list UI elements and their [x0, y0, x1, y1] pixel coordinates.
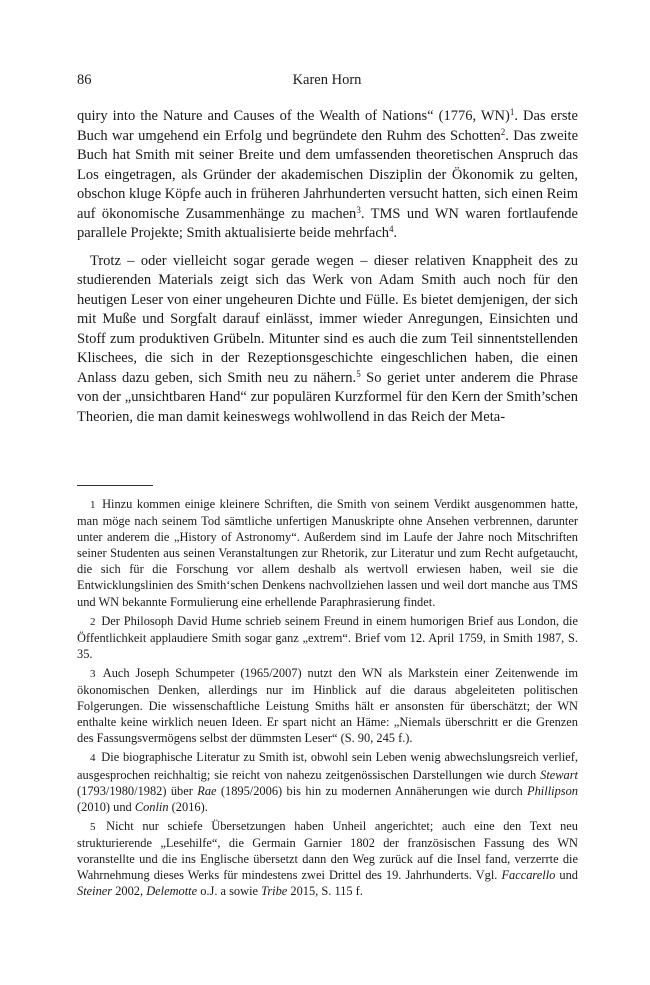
text-run: o.J. a sowie — [197, 884, 262, 899]
footnote-reference: 3 — [356, 204, 361, 215]
footnote-number: 3 — [90, 667, 96, 680]
text-run: (1895/2006) bis hin zu modernen Annäherungen wie durch — [216, 783, 528, 798]
footnote-reference: 4 — [389, 224, 394, 234]
text-run: Auch Joseph Schumpeter (1965/2007) nutzt den WN als Markstein einer Zeitenwende im ökonomischen Denken, allerdings nur im Hinblick auf die daraus abgeleiteten politischen Folgerungen. Die wissenschaftliche Leistung Smiths hält er ansonsten für überschätzt; der WN enthalte keine wirklich neuen Ideen. Er spart nicht an Häme: „Niemals überschritt er die Grenzen des Fassungsvermögens selbst der dümmsten Leser“ (S. 90, 245 f.). — [77, 665, 579, 746]
footnote — [77, 749, 578, 814]
footnote-reference: 5 — [356, 368, 361, 379]
footnote-number: 4 — [90, 752, 96, 765]
footnote-number: 2 — [90, 615, 96, 628]
footnote-separator — [77, 485, 153, 486]
text-run: (2010) und — [77, 799, 135, 814]
text-run: (1793/1980/1982) über — [77, 783, 198, 798]
footnote — [77, 818, 578, 899]
text-run: So geriet unter anderem die Phrase von der „unsichtbaren Hand“ zur populären Kurzformel für den Kern der Smith’schen Theorien, die man damit keineswegs wohlwollend in das Reich der Meta- — [77, 369, 578, 425]
italic-author-name: Tribe — [261, 884, 288, 899]
footnote — [77, 496, 578, 610]
italic-author-name: Steiner — [77, 884, 113, 899]
italic-author-name: Faccarello — [501, 868, 556, 883]
text-run: Nicht nur schiefe Übersetzungen haben Unheil angerichtet; auch eine den Text neu strukturierende „Lesehilfe“, die Germain Garnier 1802 der französischen Fassung des WN voranstellte und die ins Englische übersetzt dann den Weg zurück auf die Insel fand, verzerrte die Wahrnehmung dieses Werks für mindestens zwei Drittel des 19. Jahrhunderts. Vgl. — [77, 818, 578, 883]
footnote-reference: 2 — [500, 126, 506, 137]
text-run: 2002, — [112, 884, 147, 899]
text-run: Der Philosoph David Hume schrieb seinem Freund in einem humorigen Brief aus London, die Öffentlichkeit applaudiere Smith sogar ganz „extrem“. Brief vom 12. April 1759, in Smith 1987, S. 35. — [77, 613, 578, 661]
italic-author-name: Phillipson — [527, 783, 578, 798]
italic-author-name: Rae — [197, 783, 217, 798]
page-number: 86 — [77, 72, 92, 88]
text-run: . Das zweite Buch hat Smith mit seiner Breite und dem umfassenden theoretischen Anspruch das Los eingetragen, als Gründer der akademischen Disziplin der Ökonomik zu gelten, obschon kluge Köpfe auch in früheren Jahrhunderten versucht hatten, sich einen Reim auf ökonomische Zusammenhänge zu machen — [77, 127, 579, 222]
text-run: . Das erste Buch war umgehend ein Erfolg und begründete den Ruhm des Schotten — [77, 108, 578, 144]
text-run: Die biographische Literatur zu Smith ist, obwohl sein Leben wenig abwechslungsreich verlief, ausgesprochen reichhaltig; sie reicht von nahezu zeitgenössischen Darstellungen wie durch — [77, 750, 578, 782]
text-run: (2016). — [168, 799, 208, 814]
italic-author-name: Stewart — [540, 767, 578, 782]
footnote-number: 5 — [90, 820, 96, 833]
main-text — [77, 107, 578, 427]
footnote — [77, 665, 578, 746]
text-run: und — [555, 868, 578, 883]
footnote — [77, 613, 578, 662]
footnote-reference: 1 — [509, 107, 515, 117]
footnotes — [77, 496, 578, 902]
italic-author-name: Delemotte — [146, 884, 198, 899]
footnote-number: 1 — [90, 499, 96, 511]
page-header — [77, 72, 577, 92]
text-run: 2015, S. 115 f. — [287, 884, 363, 899]
text-run: Trotz – oder vielleicht sogar gerade wegen – dieser relativen Knappheit des zu studierenden Materials zeigt sich das Werk von Adam Smith auch noch für den heutigen Leser von einer ungeheuren Dichte und Fülle. Es bietet demjenigen, der sich mit Muße und Sorgfalt darauf einlässt, immer wieder Anregungen, Einsichten und Stoff zum produktiven Grübeln. Mitunter sind es auch die zum Teil sinnentstellenden Klischees, die sich in der Rezeptionsgeschichte eingeschlichen haben, die einen Anlass dazu geben, sich Smith neu zu nähern. — [77, 252, 578, 386]
running-head: Karen Horn — [292, 72, 362, 88]
text-run: quiry into the Nature and Causes of the Wealth of Nations“ (1776, WN) — [77, 108, 510, 124]
text-run: . TMS und WN waren fortlaufende parallele Projekte; Smith aktualisierte beide mehrfach — [77, 205, 578, 241]
text-run: . — [393, 225, 398, 241]
text-run: Hinzu kommen einige kleinere Schriften, die Smith von seinem Verdikt ausgenommen hatte, man möge nach seinem Tod sämtliche unfertigen Manuskripte ohne Ansehen verbrennen, darunter unter anderem die „History of Astronomy“. Außerdem sind im Laufe der Jahre noch Mitschriften seiner Studenten aus seinen Veranstaltungen zur Rhetorik, zur Literatur und zum Recht aufgetaucht, die sich für die Forschung vor allem deshalb als wertvoll erwiesen haben, weil sie die Entwicklungslinien des Smith‘schen Denkens nachvollziehen lassen und weil dort manche aus TMS und WN bekannte Formulierung eine erhellende Paraphrasierung findet. — [77, 497, 578, 609]
italic-author-name: Conlin — [134, 799, 169, 814]
paragraph-2 — [77, 252, 578, 428]
paragraph-1 — [77, 107, 578, 244]
